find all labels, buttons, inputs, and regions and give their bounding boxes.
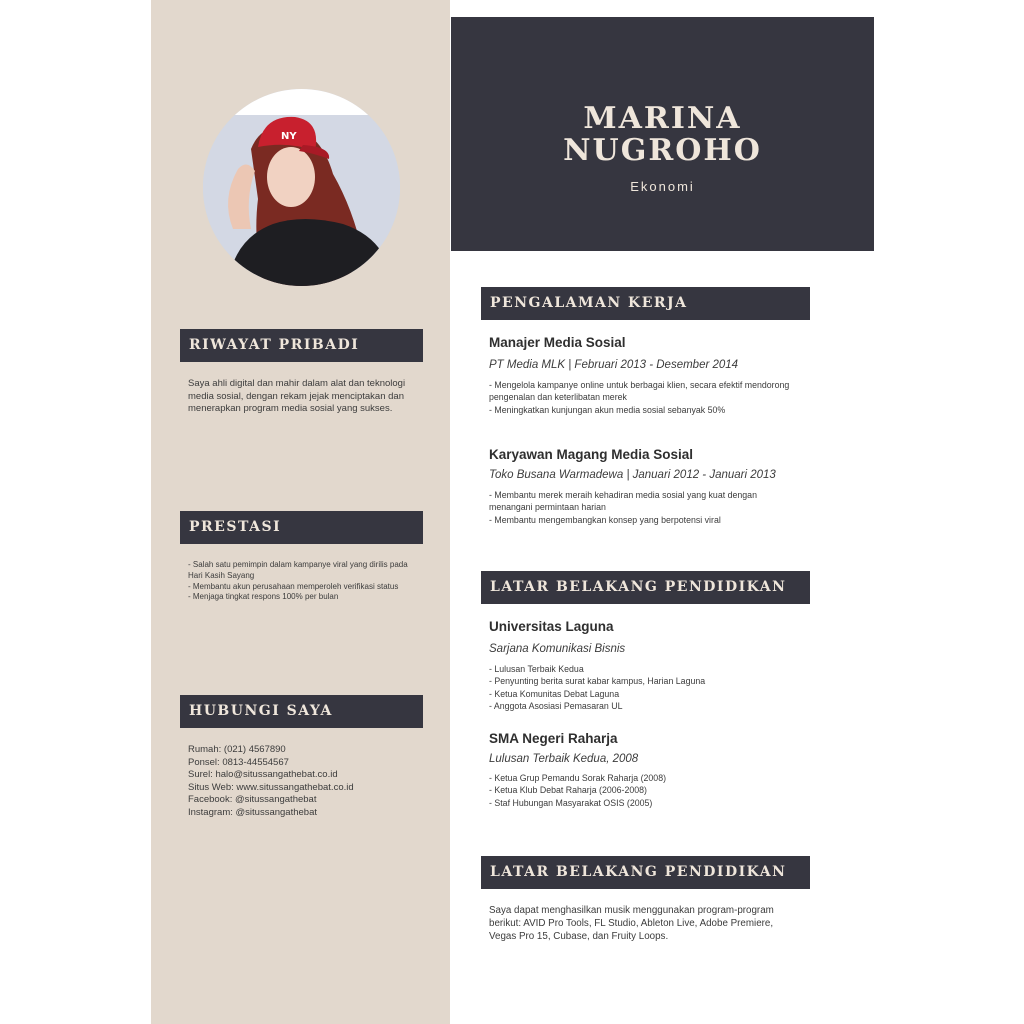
school-details: [489, 663, 809, 712]
prestasi-line: Hari Kasih Sayang: [188, 570, 255, 580]
keahlian-line: berikut: AVID Pro Tools, FL Studio, Ableton Live, Adobe Premiere,: [489, 918, 774, 930]
riwayat-line: media sosial, dengan rekam jejak menciptakan dan: [188, 390, 404, 402]
riwayat-line: menerapkan program media sosial yang sukses.: [188, 403, 393, 414]
job-role: Ekonomi: [630, 179, 695, 194]
job-detail-line: - Meningkatkan kunjungan akun media sosial sebanyak 50%: [489, 404, 726, 415]
school-detail-line: - Ketua Klub Debat Raharja (2006-2008): [489, 785, 647, 796]
school-detail-line: - Lulusan Terbaik Kedua: [489, 664, 584, 674]
name-header: [451, 17, 874, 251]
school-subtitle: Lulusan Terbaik Kedua, 2008: [489, 753, 639, 765]
job-details: [489, 379, 809, 416]
last-name: NUGROHO: [563, 133, 762, 168]
school-detail-line: - Staf Hubungan Masyarakat OSIS (2005): [489, 797, 653, 808]
job-detail-line: menangani permintaan harian: [489, 502, 606, 513]
school-title: SMA Negeri Raharja: [489, 731, 618, 746]
prestasi-line: - Membantu akun perusahaan memperoleh verifikasi status: [188, 581, 399, 591]
kontak-phone-home: Rumah: (021) 4567890: [188, 744, 286, 755]
job-details: [489, 489, 809, 526]
profile-photo-illustration: [203, 89, 400, 286]
job-detail-line: - Mengelola kampanye online untuk berbagai klien, secara efektif mendorong: [489, 380, 790, 390]
school-detail-line: - Ketua Grup Pemandu Sorak Raharja (2008): [489, 773, 667, 783]
kontak-phone-mobile: Ponsel: 0813-44554567: [188, 756, 289, 768]
school-subtitle: Sarjana Komunikasi Bisnis: [489, 643, 626, 655]
keahlian-text: [489, 904, 809, 944]
job-title: Manajer Media Sosial: [489, 335, 626, 350]
section-heading-pendidikan: LATAR BELAKANG PENDIDIKAN: [481, 571, 810, 604]
job-subtitle: Toko Busana Warmadewa | Januari 2012 - Januari 2013: [489, 469, 776, 481]
kontak-facebook: Facebook: @situssangathebat: [188, 794, 317, 805]
kontak-text: [188, 744, 428, 819]
prestasi-line: - Salah satu pemimpin dalam kampanye viral yang dirilis pada: [188, 560, 408, 569]
keahlian-line: Vegas Pro 15, Cubase, dan Fruity Loops.: [489, 931, 669, 943]
keahlian-line: Saya dapat menghasilkan musik menggunakan program-program: [489, 905, 774, 916]
job-detail-line: pengenalan dan keterlibatan merek: [489, 392, 627, 403]
section-heading-riwayat: RIWAYAT PRIBADI: [180, 329, 423, 362]
school-detail-line: - Penyunting berita surat kabar kampus, Harian Laguna: [489, 676, 706, 687]
full-name: [451, 103, 874, 167]
school-detail-line: - Anggota Asosiasi Pemasaran UL: [489, 700, 623, 711]
school-detail-line: - Ketua Komunitas Debat Laguna: [489, 688, 620, 699]
section-heading-kontak: HUBUNGI SAYA: [180, 695, 423, 728]
job-subtitle: PT Media MLK | Februari 2013 - Desember 2014: [489, 359, 739, 371]
prestasi-text: [188, 560, 428, 603]
profile-photo: [203, 89, 400, 286]
section-heading-prestasi: PRESTASI: [180, 511, 423, 544]
prestasi-line: - Menjaga tingkat respons 100% per bulan: [188, 592, 339, 602]
school-title: Universitas Laguna: [489, 619, 614, 634]
kontak-instagram: Instagram: @situssangathebat: [188, 806, 317, 818]
job-detail-line: - Membantu mengembangkan konsep yang berpotensi viral: [489, 514, 721, 525]
svg-text:NY: NY: [281, 131, 297, 142]
section-heading-pengalaman: PENGALAMAN KERJA: [481, 287, 810, 320]
first-name: MARINA: [583, 101, 742, 136]
job-title: Karyawan Magang Media Sosial: [489, 447, 694, 462]
riwayat-line: Saya ahli digital dan mahir dalam alat dan teknologi: [188, 378, 406, 389]
job-detail-line: - Membantu merek meraih kehadiran media sosial yang kuat dengan: [489, 490, 757, 500]
riwayat-text: [188, 378, 428, 416]
kontak-website: Situs Web: www.situssangathebat.co.id: [188, 781, 354, 793]
kontak-email: Surel: halo@situssangathebat.co.id: [188, 769, 338, 780]
section-heading-keahlian: LATAR BELAKANG PENDIDIKAN: [481, 856, 810, 889]
school-details: [489, 772, 809, 809]
